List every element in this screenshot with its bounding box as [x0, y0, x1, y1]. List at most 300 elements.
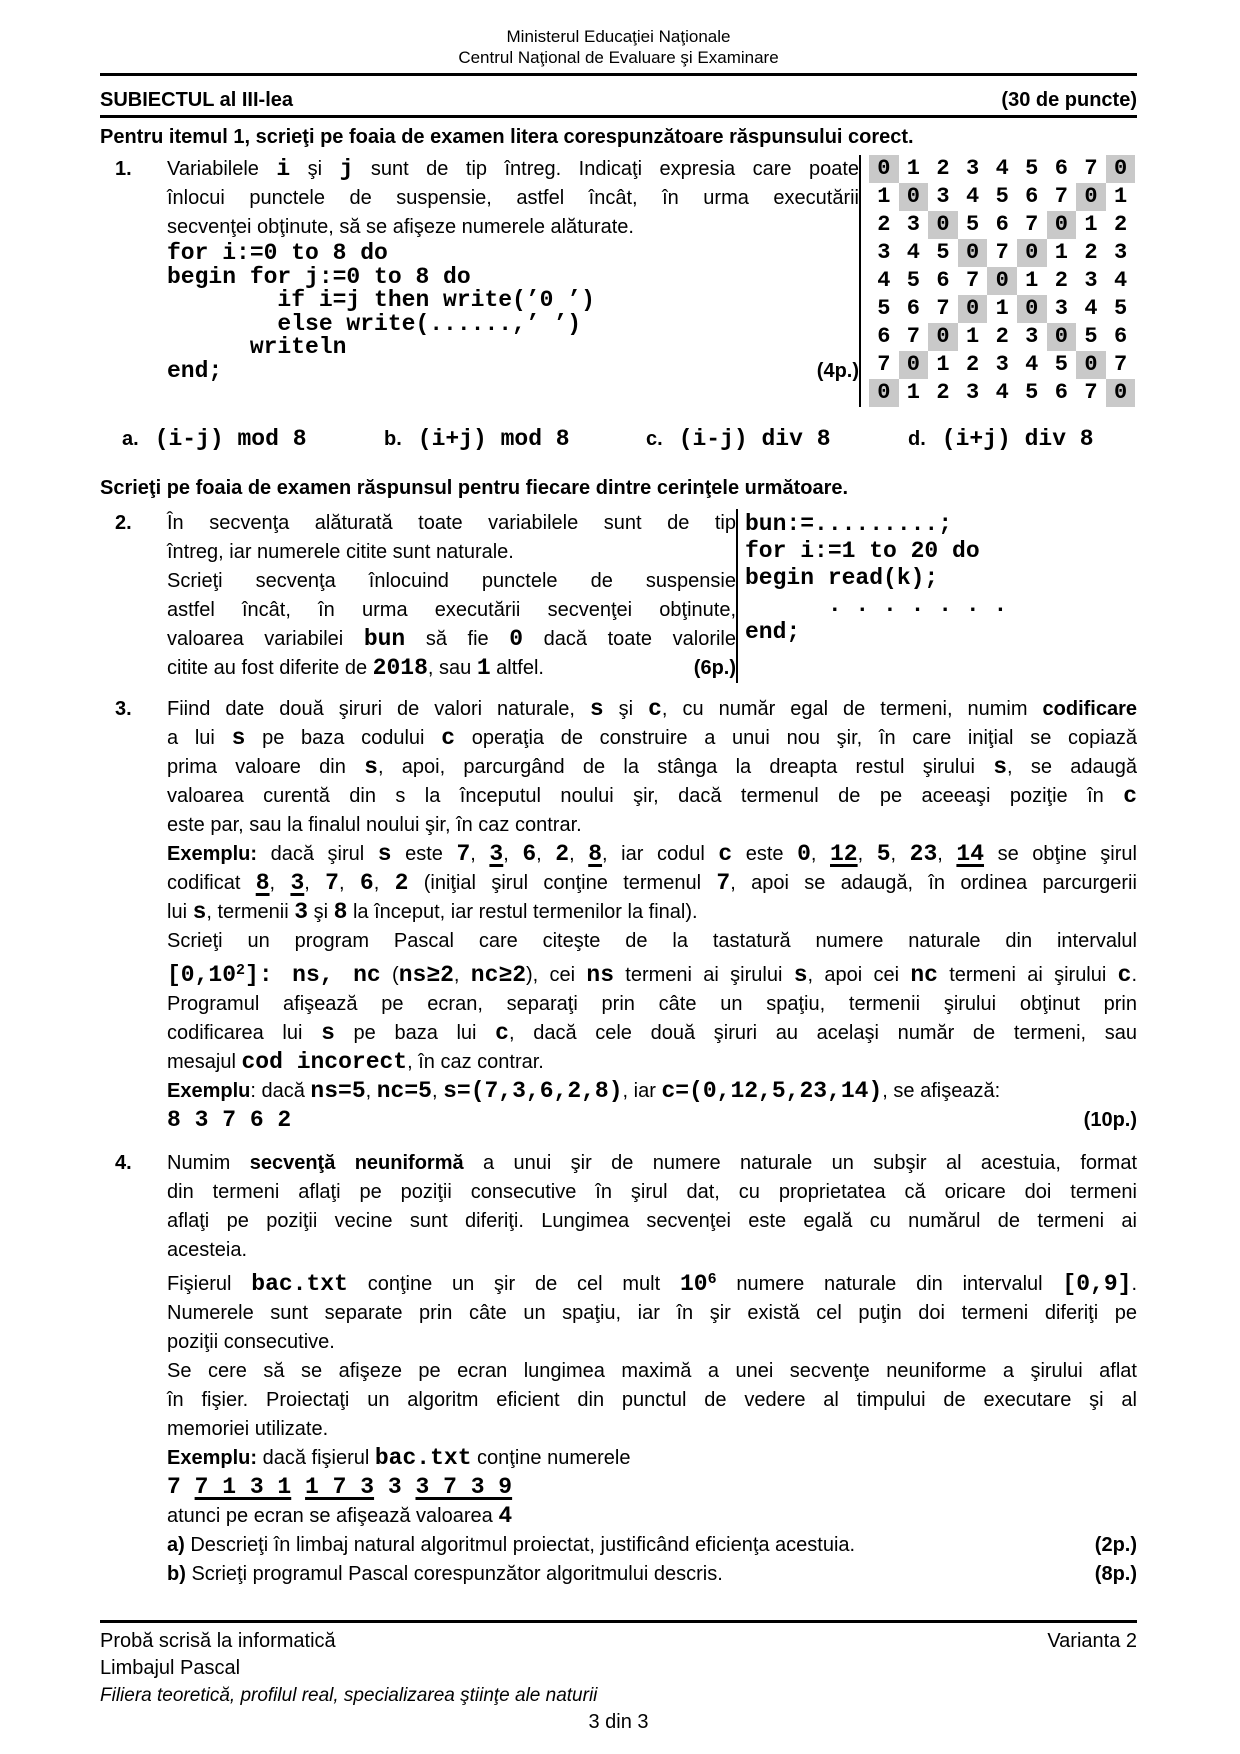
answer-letter: c.: [646, 428, 663, 450]
text-run: 3 7 3 9: [415, 1474, 513, 1500]
question-4-number: 4.: [115, 1152, 132, 1174]
text-run: s: [321, 1020, 335, 1046]
grid-cell: 1: [1084, 212, 1098, 237]
header-divider: [100, 73, 1137, 76]
grid-cell: 5: [995, 184, 1009, 209]
grid-cell: 4: [995, 380, 1009, 405]
text-run: Exemplu: [167, 1080, 251, 1102]
text-run: termeni ai şirului: [937, 964, 1118, 986]
grid-cell: 0: [958, 239, 988, 267]
grid-cell: 1: [877, 184, 891, 209]
filiera-line: Filiera teoretică, profilul real, specializarea ştiinţe ale naturii: [100, 1685, 598, 1706]
text-line: [167, 956, 1137, 990]
text-run: 2: [555, 841, 570, 867]
footer-row-1: [100, 1628, 1137, 1655]
text-run: şi: [308, 901, 334, 923]
code-line: (4p.) end;: [167, 357, 859, 384]
text-run: 7 1 3 1: [194, 1474, 292, 1500]
text-run: 1: [476, 655, 491, 681]
text-run: c: [441, 725, 456, 751]
text-line: [167, 1265, 1137, 1299]
text-run: Programul afişează pe ecran, separaţi prin câte un spaţiu, termenii şirului obţinut prin: [167, 993, 1137, 1015]
text-line: [167, 1236, 1137, 1265]
text-run: acesteia.: [167, 1239, 248, 1261]
grid-cell: 5: [1084, 324, 1098, 349]
text-line: [167, 695, 1137, 724]
text-run: dacă fişierul: [257, 1447, 375, 1469]
footer-row-2: [100, 1655, 1137, 1682]
text-run: să fie: [405, 628, 510, 650]
language-label: Limbajul Pascal: [100, 1657, 241, 1679]
text-line: [167, 1531, 1137, 1560]
text-run: în fişier. Proiectaţi un algoritm eficient din punctul de vedere al timpului de executare şi al: [167, 1389, 1137, 1411]
grid-cell: 0: [869, 379, 899, 407]
text-run: s: [993, 754, 1008, 780]
grid-cell: 5: [936, 240, 950, 265]
answer-option: [122, 425, 384, 454]
text-run: 3: [374, 1474, 416, 1500]
text-run: , iar codul: [602, 843, 719, 865]
answer-option: [908, 425, 1094, 454]
grid-cell: 2: [965, 352, 980, 377]
question-1-body: [167, 155, 859, 407]
text-line: [167, 1415, 1137, 1444]
grid-cell: 2: [1054, 268, 1068, 293]
text-line: [167, 567, 736, 596]
text-run: 3: [489, 841, 504, 867]
text-run: 8 3 7 6 2: [167, 1107, 292, 1133]
text-line: [167, 1386, 1137, 1415]
text-run: ,: [503, 843, 523, 865]
text-run: 8: [255, 870, 270, 896]
text-run: .: [1131, 1273, 1137, 1295]
grid-cell: 5: [1054, 352, 1068, 377]
text-run: s=(7,3,6,2,8): [443, 1078, 623, 1104]
text-run: s: [589, 696, 604, 722]
grid-cell: 7: [906, 324, 920, 349]
text-run: Exemplu:: [167, 843, 258, 865]
code-line: for i:=1 to 20 do: [745, 538, 980, 564]
text-run: s: [231, 725, 246, 751]
grid-cell: 0: [1076, 183, 1106, 211]
answer-option: [646, 425, 908, 454]
text-run: prima valoare din: [167, 756, 365, 778]
grid-cell: 1: [965, 324, 980, 349]
question-2-code-block: [745, 511, 1137, 646]
question-2-code-panel: [736, 509, 1137, 683]
text-line: [167, 898, 1137, 927]
text-run: conţine numerele: [471, 1447, 631, 1469]
question-2-text: [167, 509, 736, 683]
grid-cell: 0: [1017, 239, 1047, 267]
text-run: memoriei utilizate.: [167, 1418, 329, 1440]
text-run: mesajul: [167, 1051, 242, 1073]
text-run: a unui şir de numere naturale un subşir al acestuia, format: [463, 1152, 1137, 1174]
text-run: altfel.: [490, 657, 544, 679]
answer-options: [100, 425, 1137, 454]
grid-row: [869, 379, 1137, 407]
code-line: for i:=0 to 8 do: [167, 240, 388, 266]
question-1-code-block: [167, 242, 859, 383]
text-run: termeni ai şirului: [614, 964, 794, 986]
grid-cell: 4: [1113, 268, 1128, 293]
grid-cell: 3: [965, 380, 980, 405]
grid-cell: 0: [1047, 323, 1077, 351]
grid-cell: 5: [965, 212, 980, 237]
text-run: ,: [431, 1080, 444, 1102]
text-line: [167, 1106, 1137, 1135]
text-run: 2018: [372, 655, 428, 681]
text-run: ,: [453, 964, 471, 986]
text-run: b): [167, 1563, 186, 1585]
text-run: atunci pe ecran se afişează valoarea: [167, 1505, 499, 1527]
question-4: [100, 1149, 1137, 1589]
grid-cell: 5: [877, 296, 891, 321]
text-run: 2: [394, 870, 409, 896]
exam-type: Probă scrisă la informatică: [100, 1630, 336, 1652]
text-line: [167, 869, 1137, 898]
grid-cell: 4: [1084, 296, 1098, 321]
text-run: ,: [810, 843, 830, 865]
grid-cell: 0: [1106, 379, 1136, 407]
text-run: Se cere să se afişeze pe ecran lungimea maximă a unei secvenţe neuniforme a şirului aflat: [167, 1360, 1137, 1382]
number-grid: [869, 155, 1137, 407]
text-run: din termeni aflaţi pe poziţii consecutive în şirul dat, cu proprietatea că oricare doi termeni: [167, 1181, 1137, 1203]
text-run: Descrieţi în limbaj natural algoritmul proiectat, justificând eficienţa acestuia.: [184, 1534, 856, 1556]
answer-expression: (i+j) div 8: [941, 426, 1094, 452]
question-2-number: 2.: [115, 512, 132, 534]
answer-expression: (i+j) mod 8: [417, 426, 570, 452]
text-run: ,: [470, 843, 490, 865]
text-line: [167, 1048, 1137, 1077]
grid-cell: 1: [906, 380, 920, 405]
grid-row: [869, 211, 1137, 239]
grid-cell: 0: [958, 295, 988, 323]
text-run: c: [718, 841, 733, 867]
grid-cell: 6: [1054, 156, 1068, 181]
code-line: begin read(k);: [745, 565, 939, 591]
text-run: ,: [569, 843, 589, 865]
points-label: (8p.): [1094, 1563, 1137, 1585]
instruction-item1: Pentru itemul 1, scrieţi pe foaia de examen litera corespunzătoare răspunsului corect.: [100, 126, 914, 148]
grid-cell: 7: [1025, 212, 1039, 237]
code-line: bun:=.........;: [745, 511, 953, 537]
grid-cell: 7: [936, 296, 950, 321]
text-line: [167, 1328, 1137, 1357]
text-run: înlocui punctele de suspensie, astfel încât, în urma executării: [167, 187, 859, 209]
text-run: , termenii: [206, 901, 295, 923]
text-run: , apoi cei: [807, 964, 911, 986]
text-run: 3: [290, 870, 305, 896]
text-run: , se adaugă: [1007, 756, 1138, 778]
text-run: 8: [588, 841, 603, 867]
text-run: În secvenţa alăturată toate variabilele sunt de tip: [167, 512, 736, 534]
text-run: aflaţi pe poziţii vecine sunt diferiţi. Lungimea secvenţei este egală cu numărul de termeni ai: [167, 1210, 1137, 1232]
text-run: Scrieţi secvenţa înlocuind punctele de suspensie: [167, 570, 736, 592]
grid-cell: 6: [936, 268, 950, 293]
text-line: [167, 724, 1137, 753]
text-run: s: [377, 841, 392, 867]
text-line: [167, 1473, 1137, 1502]
instruction-items: Scrieţi pe foaia de examen răspunsul pentru fiecare dintre cerinţele următoare.: [100, 477, 849, 499]
text-run: j: [339, 156, 354, 182]
text-run: conţine un şir de cel mult: [347, 1273, 680, 1295]
question-3-text: [167, 695, 1137, 1135]
grid-cell: 6: [995, 212, 1009, 237]
text-run: Fiind date două şiruri de valori naturale,: [167, 698, 590, 720]
text-line: [167, 811, 1137, 840]
question-2: [100, 509, 1137, 683]
grid-cell: 3: [1113, 240, 1128, 265]
text-run: Scrieţi programul Pascal corespunzător algoritmului descris.: [185, 1563, 723, 1585]
text-line: [167, 1299, 1137, 1328]
text-run: bac.txt: [251, 1271, 348, 1297]
text-line: [167, 213, 859, 242]
grid-cell: 4: [877, 268, 891, 293]
grid-cell: 2: [877, 212, 891, 237]
question-3-number: 3.: [115, 698, 132, 720]
subject-title: SUBIECTUL al III-lea: [100, 89, 294, 111]
text-run: este: [391, 843, 457, 865]
grid-cell: 7: [1084, 380, 1098, 405]
text-run: , apoi, parcurgând de la stânga la dreapta restul şirului: [377, 756, 994, 778]
text-run: Variabilele: [167, 158, 277, 180]
text-run: 12: [830, 841, 858, 867]
text-run: a lui: [167, 727, 232, 749]
page-number: 3 din 3: [588, 1711, 649, 1733]
grid-row: [869, 295, 1137, 323]
grid-cell: 3: [1025, 324, 1039, 349]
text-run: s: [192, 899, 207, 925]
subject-title-row: [100, 89, 1137, 118]
text-line: [167, 990, 1137, 1019]
ministry-line: Ministerul Educaţiei Naţionale: [506, 27, 731, 46]
grid-cell: 0: [1106, 155, 1136, 183]
text-run: secvenţei obţinute, să se afişeze numerele alăturate.: [167, 216, 634, 238]
text-run: întreg, iar numerele citite sunt naturale.: [167, 541, 514, 563]
grid-cell: 3: [906, 212, 920, 237]
text-run: ,: [373, 872, 395, 894]
grid-cell: 6: [1054, 380, 1068, 405]
text-run: , apoi se adaugă, în ordinea parcurgerii: [730, 872, 1137, 894]
text-run: : dacă: [250, 1080, 311, 1102]
grid-cell: 0: [899, 183, 929, 211]
text-run: 7: [716, 870, 731, 896]
grid-cell: 3: [1054, 296, 1068, 321]
text-run: valoarea curentă din s la începutul noului şir, dacă termenul de pe aceeaşi poziţie în: [167, 785, 1124, 807]
text-run: 4: [498, 1503, 513, 1529]
answer-expression: (i-j) div 8: [678, 426, 831, 452]
grid-cell: 5: [906, 268, 920, 293]
text-run: citite au fost diferite de: [167, 657, 373, 679]
variant-label: Varianta 2: [1047, 1630, 1137, 1652]
text-run: cod incorect: [241, 1049, 408, 1075]
text-run: nc=5: [376, 1078, 432, 1104]
text-run: 6: [707, 1271, 717, 1288]
text-run: Scrieţi un program Pascal care citeşte de la tastatură numere naturale din intervalul: [167, 930, 1137, 952]
number-grid-panel: [859, 155, 1137, 407]
grid-cell: 0: [899, 351, 929, 379]
text-run: , sau: [427, 657, 477, 679]
text-line: [167, 155, 859, 184]
question-3: [100, 695, 1137, 1135]
text-run: nc≥2: [470, 962, 526, 988]
text-run: Numerele sunt separate prin câte un spaţiu, iar în şir există cel puţin doi termeni diferiţi pe: [167, 1302, 1137, 1324]
text-run: 5: [876, 841, 891, 867]
text-run: ns≥2: [398, 962, 454, 988]
grid-cell: 7: [1084, 156, 1098, 181]
page-footer: [100, 1620, 1137, 1736]
text-run: dacă toate valorile: [523, 628, 736, 650]
text-run: (: [380, 964, 399, 986]
grid-cell: 7: [1113, 352, 1128, 377]
grid-cell: 3: [936, 184, 950, 209]
text-run: 8: [333, 899, 348, 925]
text-run: nc: [910, 962, 938, 988]
text-run: , în caz contrar.: [407, 1051, 544, 1073]
text-run: , dacă cele două şiruri au acelaşi număr de termeni, sau: [508, 1022, 1138, 1044]
grid-cell: 7: [1054, 184, 1068, 209]
text-run: ns=5: [310, 1078, 366, 1104]
text-run: c: [1123, 783, 1137, 809]
text-run: 6: [359, 870, 374, 896]
text-run: se obţine şirul: [984, 843, 1137, 865]
grid-cell: 4: [965, 184, 980, 209]
code-line: end;: [745, 619, 801, 645]
text-run: s: [793, 962, 808, 988]
grid-cell: 6: [906, 296, 920, 321]
grid-cell: 1: [906, 156, 920, 181]
text-run: Numim: [167, 1152, 250, 1174]
grid-cell: 5: [1113, 296, 1128, 321]
grid-cell: 1: [1054, 240, 1068, 265]
text-run: codificarea lui: [167, 1022, 322, 1044]
grid-cell: 6: [1113, 324, 1128, 349]
text-line: [167, 1077, 1137, 1106]
grid-row: [869, 155, 1137, 183]
text-run: 0: [509, 626, 524, 652]
text-run: poziţii consecutive.: [167, 1331, 335, 1353]
text-run: ,: [304, 872, 326, 894]
answer-option: [384, 425, 646, 454]
grid-cell: 3: [995, 352, 1009, 377]
text-run: bac.txt: [374, 1445, 472, 1471]
text-line: [167, 509, 736, 538]
text-run: 23: [909, 841, 938, 867]
text-run: 1 7 3: [305, 1474, 375, 1500]
text-run: ,: [890, 843, 910, 865]
grid-cell: 4: [995, 156, 1009, 181]
text-run: , cu număr egal de termeni, numim: [661, 698, 1043, 720]
text-run: bun: [363, 626, 406, 652]
grid-cell: 0: [928, 323, 958, 351]
text-run: a): [167, 1534, 185, 1556]
text-run: (iniţial şirul conţine termenul: [408, 872, 717, 894]
grid-cell: 5: [1025, 380, 1039, 405]
question-1-number: 1.: [115, 158, 132, 180]
text-run: s: [364, 754, 378, 780]
code-line: begin for j:=0 to 8 do: [167, 263, 471, 290]
answer-letter: d.: [908, 428, 926, 450]
grid-cell: 6: [1025, 184, 1039, 209]
text-run: sunt de tip întreg. Indicaţi expresia care poate: [353, 158, 860, 180]
grid-cell: 0: [1076, 351, 1106, 379]
grid-row: [869, 323, 1137, 351]
text-line: [167, 538, 736, 567]
grid-cell: 1: [1113, 184, 1128, 209]
grid-cell: 2: [1084, 240, 1098, 265]
grid-cell: 3: [877, 240, 891, 265]
text-line: [167, 1207, 1137, 1236]
text-run: pe baza codului: [245, 727, 442, 749]
answer-expression: (i-j) mod 8: [154, 426, 307, 452]
code-line: else write(......,’ ’): [167, 310, 582, 337]
grid-row: [869, 239, 1137, 267]
text-run: 7: [456, 841, 471, 867]
text-run: ,: [937, 843, 957, 865]
question-1: [100, 155, 1137, 407]
text-run: secvenţă neuniformă: [249, 1152, 464, 1174]
text-run: [291, 1474, 305, 1500]
text-run: codificat: [167, 872, 256, 894]
center-line: Centrul Naţional de Evaluare şi Examinare: [458, 48, 779, 67]
text-line: [167, 1357, 1137, 1386]
text-run: c: [648, 696, 662, 722]
text-run: numere naturale din intervalul: [716, 1273, 1063, 1295]
code-line: if i=j then write(’0 ’): [167, 287, 595, 313]
text-run: şi: [603, 698, 649, 720]
text-line: [167, 1149, 1137, 1178]
text-line: [167, 782, 1137, 811]
text-line: [167, 1560, 1137, 1589]
footer-divider: [100, 1620, 1137, 1623]
text-run: pe baza lui: [334, 1022, 496, 1044]
grid-cell: 2: [936, 156, 950, 181]
question-4-text: [167, 1149, 1137, 1589]
text-line: [167, 927, 1137, 956]
grid-cell: 4: [1025, 352, 1039, 377]
doc-header: [100, 26, 1137, 68]
text-run: , se afişează:: [882, 1080, 1001, 1102]
grid-cell: 5: [1025, 156, 1039, 181]
grid-cell: 4: [906, 240, 920, 265]
text-run: 10: [679, 1271, 708, 1297]
text-run: Fişierul: [167, 1273, 252, 1295]
answer-letter: b.: [384, 428, 402, 450]
grid-cell: 7: [995, 240, 1009, 265]
text-run: ,: [269, 872, 291, 894]
text-run: dacă şirul: [257, 843, 378, 865]
text-line: [167, 654, 736, 683]
grid-row: [869, 267, 1137, 295]
grid-cell: 6: [877, 324, 891, 349]
text-run: 6: [522, 841, 537, 867]
page-content: [100, 26, 1137, 1589]
grid-cell: 7: [877, 352, 891, 377]
grid-cell: 0: [869, 155, 899, 183]
code-line: writeln: [167, 334, 347, 360]
grid-cell: 0: [987, 267, 1017, 295]
grid-cell: 2: [936, 380, 950, 405]
text-run: 2: [236, 962, 246, 979]
grid-cell: 0: [928, 211, 958, 239]
text-run: [0,9]: [1062, 1271, 1132, 1297]
grid-cell: 2: [995, 324, 1009, 349]
grid-row: [869, 183, 1137, 211]
text-line: [167, 596, 736, 625]
grid-row: [869, 351, 1137, 379]
text-run: la început, iar restul termenilor la final).: [347, 901, 698, 923]
